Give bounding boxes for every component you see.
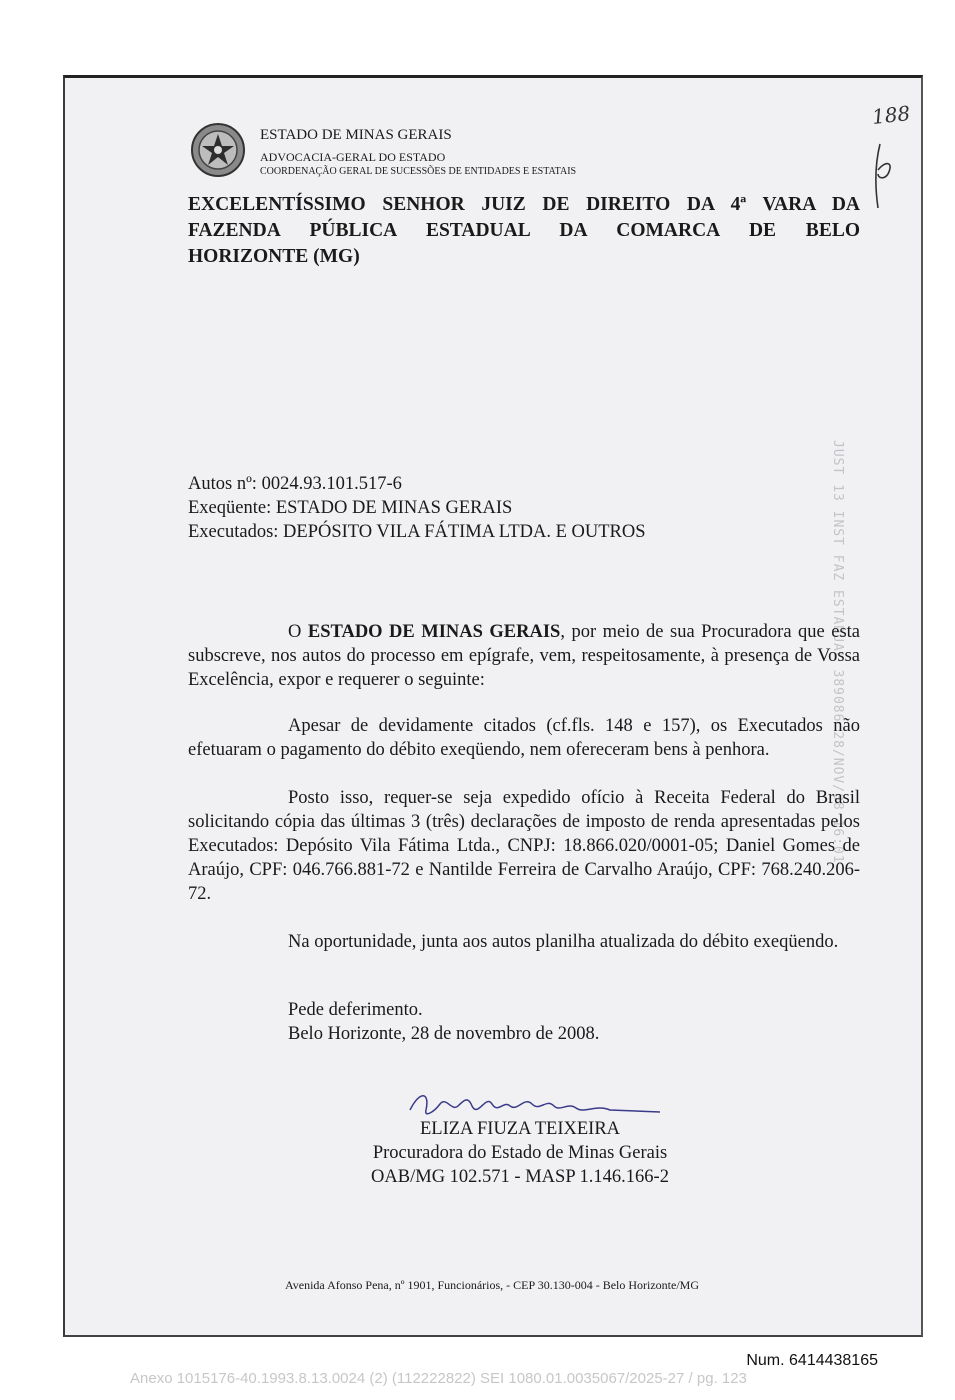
closing-request: Pede deferimento. [288,1000,423,1020]
coat-of-arms-icon [190,122,246,178]
signatory-title: Procuradora do Estado de Minas Gerais [372,1143,668,1163]
closing-place-date: Belo Horizonte, 28 de novembro de 2008. [288,1024,600,1044]
footer-address: Avenida Afonso Pena, nº 1901, Funcionários, - CEP 30.130-004 - Belo Horizonte/MG [285,1278,700,1292]
document-number: Num. 6414438165 [746,1352,878,1369]
addressee-line-3: HORIZONTE (MG) [188,246,360,267]
header-division: COORDENAÇÃO GERAL DE SUCESSÕES DE ENTIDADES E ESTATAIS [260,166,577,177]
receipt-stamp: JUST 13 INST FAZ ESTADUAL 389086 28/NOV/08 16:01 [830,440,845,864]
signatory-registration: OAB/MG 102.571 - MASP 1.146.166-2 [371,1167,669,1187]
paragraph-attachment: Na oportunidade, junta aos autos planilha atualizada do débito exeqüendo. [288,932,839,952]
paragraph-facts: Apesar de devidamente citados (cf.fls. 148 e 157), os Executados não efetuaram o pagamento do débito exeqüendo, nem ofereceram bens à penhora. [188,716,860,760]
watermark-reference: Anexo 1015176-40.1993.8.13.0024 (2) (112222822) SEI 1080.01.0035067/2025-27 / pg. 123 [130,1370,747,1387]
header-state: ESTADO DE MINAS GERAIS [260,127,452,143]
paragraph-request: Posto isso, requer-se seja expedido ofício à Receita Federal do Brasil solicitando cópia das últimas 3 (três) declarações de imposto de renda apresentadas pelos Executados: Depósito Vila Fátima Ltda., CNPJ: 18.866.020/0001-05; Daniel Gomes de Araújo, CPF: 046.766.881-72 e Nantilde Ferreira de Carvalho Araújo, CPF: 768.240.206-72. [188,788,860,904]
case-plaintiff: Exeqüente: ESTADO DE MINAS GERAIS [188,498,513,518]
case-number: Autos nº: 0024.93.101.517-6 [188,474,402,494]
handwritten-page-number: 188 [870,101,912,129]
signatory-name: ELIZA FIUZA TEIXEIRA [419,1119,621,1139]
handwritten-initial-icon [868,140,898,212]
party-name-bold: ESTADO DE MINAS GERAIS [307,622,561,642]
header-agency: ADVOCACIA-GERAL DO ESTADO [260,150,446,164]
paragraph-intro: O ESTADO DE MINAS GERAIS, por meio de sua Procuradora que esta subscreve, nos autos do processo em epígrafe, vem, respeitosamente, à presença de Vossa Excelência, expor e requerer o seguinte: [188,622,860,690]
addressee-line-2: FAZENDA PÚBLICA ESTADUAL DA COMARCA DE BELO [188,220,860,241]
case-defendants: Executados: DEPÓSITO VILA FÁTIMA LTDA. E OUTROS [188,522,646,542]
addressee-line-1: EXCELENTÍSSIMO SENHOR JUIZ DE DIREITO DA 4ª VARA DA [188,194,860,215]
